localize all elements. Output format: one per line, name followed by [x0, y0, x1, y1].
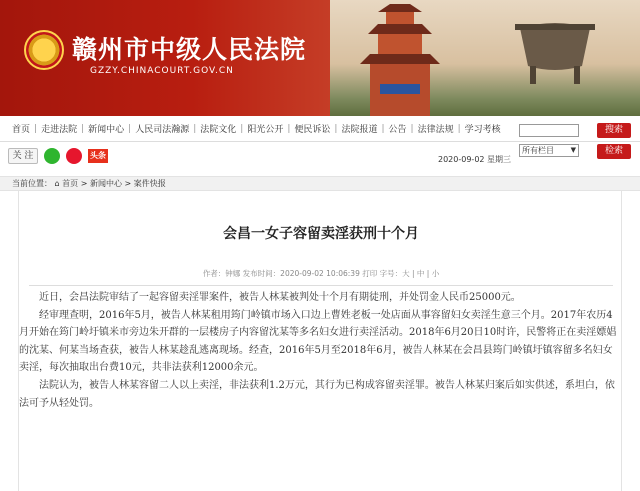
article-paragraph: 法院认为，被告人林某容留二人以上卖淫，非法获利1.2万元，其行为已构成容留卖淫罪。被告人林某归案后如实供述，系坦白，依法可予从轻处罚。: [19, 379, 615, 409]
search-button[interactable]: 搜索: [597, 123, 631, 138]
nav-item-culture[interactable]: 法院文化: [200, 125, 237, 135]
article-body: [19, 289, 619, 412]
breadcrumb-news[interactable]: 新闻中心: [89, 179, 122, 188]
social-bar: [0, 142, 640, 170]
nav-item-home[interactable]: 首页: [12, 125, 31, 135]
follow-label: 关 注: [8, 148, 38, 164]
header-banner: [0, 0, 640, 116]
nav-separator: |: [457, 123, 461, 134]
weibo-icon[interactable]: [66, 148, 82, 164]
breadcrumb-current[interactable]: 案件快报: [133, 179, 166, 188]
nav-item-laws[interactable]: 法律法规: [417, 125, 454, 135]
nav-item-justice-source[interactable]: 人民司法瀚源: [135, 125, 190, 135]
site-url: GZZY.CHINACOURT.GOV.CN: [90, 66, 234, 76]
article-paragraph: 近日，会昌法院审结了一起容留卖淫罪案件，被告人林某被判处十个月有期徒刑，并处罚金人民币25000元。: [39, 292, 521, 303]
article-container: [18, 191, 622, 491]
breadcrumb-label: 当前位置：: [12, 179, 52, 188]
nav-item-about[interactable]: 走进法院: [41, 125, 78, 135]
toutiao-icon[interactable]: 头条: [88, 149, 108, 163]
nav-separator: |: [81, 123, 85, 134]
current-date: 2020-09-02 星期三: [438, 155, 512, 164]
home-icon: ⌂: [54, 179, 60, 188]
article-paragraph: 经审理查明，2016年5月，被告人林某租用筠门岭镇市场入口边上曹姓老板一处店面从事容留妇女卖淫生意三个月。2017年农历4月开始在筠门岭圩镇米市旁边朱开群的一层楼房子内容留沈某等多名妇女进行卖淫活动。2018年6月20日10时许，民警将正在卖淫嫖娼的沈某、何某当场查获，被告人林某趁乱逃离现场。经查，2016年5月至2018年6月，被告人林某在会昌县筠门岭镇圩镇容留多名妇女卖淫，每次抽取出台费10元，共非法获利12000余元。: [19, 309, 617, 374]
nav-separator: |: [128, 123, 132, 134]
article-title: 会昌一女子容留卖淫获刑十个月: [223, 226, 419, 242]
nav-separator: |: [34, 123, 38, 134]
ding-vessel-image: [500, 8, 610, 88]
nav-item-study[interactable]: 学习考核: [464, 125, 501, 135]
nav-separator: |: [287, 123, 291, 134]
pagoda-image: [340, 4, 450, 116]
nav-item-news[interactable]: 新闻中心: [88, 125, 125, 135]
nav-separator: |: [193, 123, 197, 134]
nav-item-notices[interactable]: 公告: [388, 125, 407, 135]
court-emblem-icon: [24, 30, 64, 70]
nav-separator: |: [240, 123, 244, 134]
nav-separator: |: [381, 123, 385, 134]
breadcrumb: 当前位置： ⌂ 首页 > 新闻中心 > 案件快报: [0, 176, 640, 191]
retrieve-button[interactable]: 检索: [597, 144, 631, 159]
nav-separator: |: [334, 123, 338, 134]
column-select-value: 所有栏目: [522, 146, 554, 155]
nav-separator: |: [410, 123, 414, 134]
nav-item-open[interactable]: 阳光公开: [247, 125, 284, 135]
chevron-down-icon: ▼: [570, 146, 576, 154]
nav-item-litigation[interactable]: 便民诉讼: [294, 125, 331, 135]
breadcrumb-home[interactable]: 首页: [62, 179, 79, 188]
nav-item-reports[interactable]: 法院报道: [341, 125, 378, 135]
search-input[interactable]: [519, 124, 579, 137]
site-title[interactable]: 赣州市中级人民法院: [72, 35, 307, 64]
wechat-icon[interactable]: [44, 148, 60, 164]
article-meta: 作者：钟娜 发布时间：2020-09-02 10:06:39 打印 字号：大 | 中 | 小: [29, 268, 613, 286]
